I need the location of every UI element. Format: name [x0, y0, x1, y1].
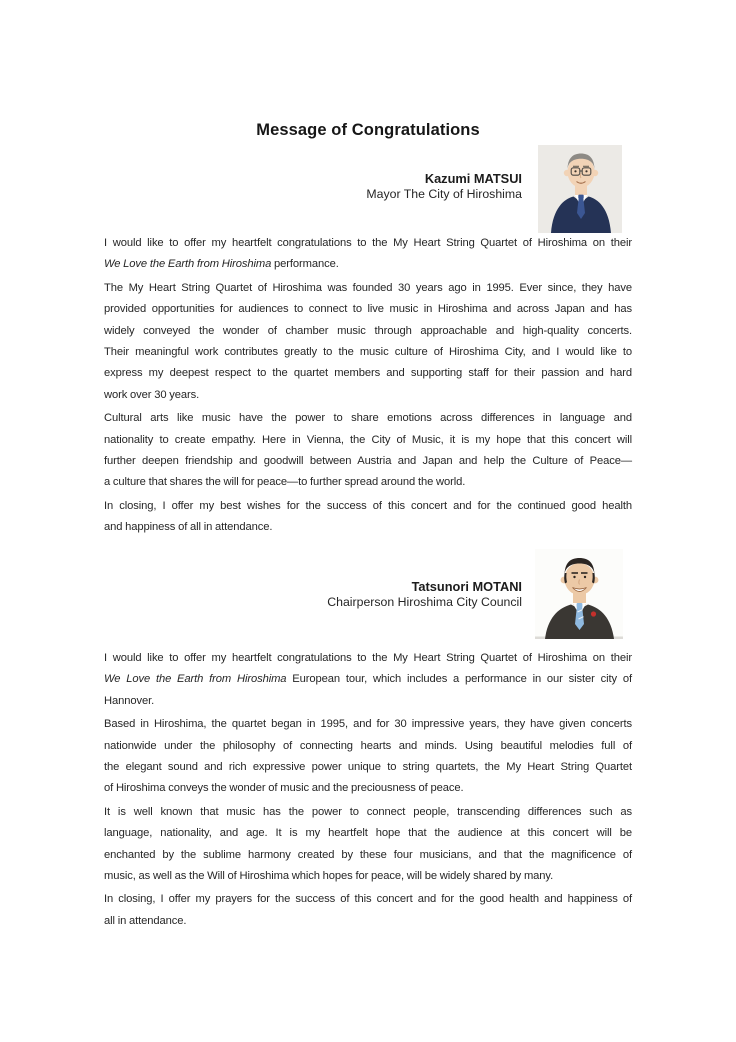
nose — [580, 174, 581, 179]
text-segment: nationwide under the philosophy of connecting hearts and minds. Using beautiful melodies full of — [104, 739, 632, 752]
text-line — [104, 363, 632, 384]
text-segment: In closing, I offer my best wishes for the success of this concert and for the continued good health — [104, 499, 632, 512]
text-segment: provided opportunities for audiences to connect to live music in Hiroshima and across Japan and has — [104, 303, 632, 316]
text-segment: Based in Hiroshima, the quartet began in 1995, and for 30 impressive years, they have given concerts — [104, 718, 632, 731]
text-line — [104, 342, 632, 363]
text-line — [104, 233, 632, 254]
text-segment: language, nationality, and age. It is my heartfelt hope that the audience at this concert will be — [104, 827, 632, 840]
portrait-illustration-mayor — [538, 145, 622, 233]
message-paragraph — [104, 889, 632, 932]
message-paragraph — [104, 233, 632, 276]
signatory-block-mayor — [104, 171, 522, 203]
text-line — [104, 845, 632, 866]
eye — [573, 576, 575, 578]
signatory-title-chairperson: Chairperson Hiroshima City Council — [327, 595, 522, 609]
text-segment: Hannover. — [104, 694, 155, 707]
text-line — [104, 299, 632, 320]
message-paragraph — [104, 648, 632, 712]
text-segment: performance. — [271, 258, 339, 271]
text-line — [104, 778, 632, 799]
text-line — [104, 669, 632, 690]
signatory-block-chairperson — [104, 579, 522, 611]
text-segment: widely conveyed the wonder of chamber music through approachable and high-quality concerts. — [104, 324, 632, 337]
text-line — [104, 517, 632, 538]
text-segment: enchanted by the sublime harmony created by these four musicians, and that the magnificence of — [104, 848, 632, 861]
text-segment: Cultural arts like music have the power to share emotions across differences in language and — [104, 412, 632, 425]
message-body-mayor — [104, 233, 632, 539]
performance-title-italic: We Love the Earth from Hiroshima — [104, 673, 287, 686]
page-title: Message of Congratulations — [256, 121, 480, 139]
text-segment: and happiness of all in attendance. — [104, 521, 273, 534]
text-line — [104, 648, 632, 669]
text-line — [104, 472, 632, 493]
text-segment: of Hiroshima conveys the wonder of music and the preciousness of peace. — [104, 782, 464, 795]
eye — [574, 170, 576, 172]
text-line — [104, 691, 632, 712]
text-line — [104, 889, 632, 910]
text-segment: The My Heart String Quartet of Hiroshima was founded 30 years ago in 1995. Ever since, they have — [104, 281, 632, 294]
tie-knot — [578, 195, 583, 199]
text-segment: express my deepest respect to the quartet members and supporting staff for their passion and hard — [104, 367, 632, 380]
message-paragraph — [104, 714, 632, 800]
eye — [585, 170, 587, 172]
message-paragraph — [104, 802, 632, 888]
text-segment: further deepen friendship and goodwill between Austria and Japan and help the Culture of Peace— — [104, 455, 632, 468]
text-segment: the elegant sound and rich expressive power unique to string quartets, the My Heart String Quartet — [104, 761, 632, 774]
text-line — [104, 385, 632, 406]
text-line — [104, 278, 632, 299]
text-segment: Their meaningful work contributes greatly to the music culture of Hiroshima City, and I would like to — [104, 346, 632, 359]
performance-title-italic: We Love the Earth from Hiroshima — [104, 258, 272, 271]
text-line — [104, 321, 632, 342]
message-paragraph — [104, 496, 632, 539]
eye — [584, 576, 586, 578]
text-segment: It is well known that music has the power to connect people, transcending differences such as — [104, 805, 632, 818]
text-line — [104, 254, 632, 275]
signatory-name-mayor: Kazumi MATSUI — [424, 171, 522, 186]
text-segment: work over 30 years. — [104, 388, 200, 401]
text-segment: European tour, which includes a performance in our sister city of — [286, 673, 633, 686]
text-segment: In closing, I offer my prayers for the success of this concert and for the good health and happiness of — [104, 893, 632, 906]
text-line — [104, 714, 632, 735]
text-line — [104, 911, 632, 932]
message-body-chairperson — [104, 648, 632, 932]
text-line — [104, 823, 632, 844]
text-line — [104, 736, 632, 757]
text-segment: music, as well as the Will of Hiroshima which hopes for peace, will be widely shared by many. — [104, 870, 554, 883]
tie-knot — [577, 603, 583, 607]
message-paragraph — [104, 278, 632, 406]
message-paragraph — [104, 408, 632, 494]
text-segment: all in attendance. — [104, 914, 187, 927]
text-line — [104, 408, 632, 429]
text-line — [104, 866, 632, 887]
portrait-photo-mayor — [538, 145, 622, 233]
signatory-title-mayor: Mayor The City of Hiroshima — [366, 187, 522, 201]
text-segment: I would like to offer my heartfelt congratulations to the My Heart String Quartet of Hiroshima on their — [104, 237, 632, 249]
signatory-name-chairperson: Tatsunori MOTANI — [411, 579, 522, 594]
text-line — [104, 757, 632, 778]
text-line — [104, 496, 632, 517]
text-line — [104, 430, 632, 451]
text-line — [104, 802, 632, 823]
text-line — [104, 451, 632, 472]
text-segment: a culture that shares the will for peace—to further spread around the world. — [104, 476, 466, 489]
text-segment: nationality to create empathy. Here in Vienna, the City of Music, it is my hope that this concert will — [104, 433, 632, 446]
lapel-pin — [591, 611, 596, 616]
text-segment: I would like to offer my heartfelt congratulations to the My Heart String Quartet of Hiroshima on their — [104, 652, 632, 664]
portrait-photo-chairperson — [535, 549, 623, 639]
portrait-illustration-chairperson — [535, 549, 623, 639]
